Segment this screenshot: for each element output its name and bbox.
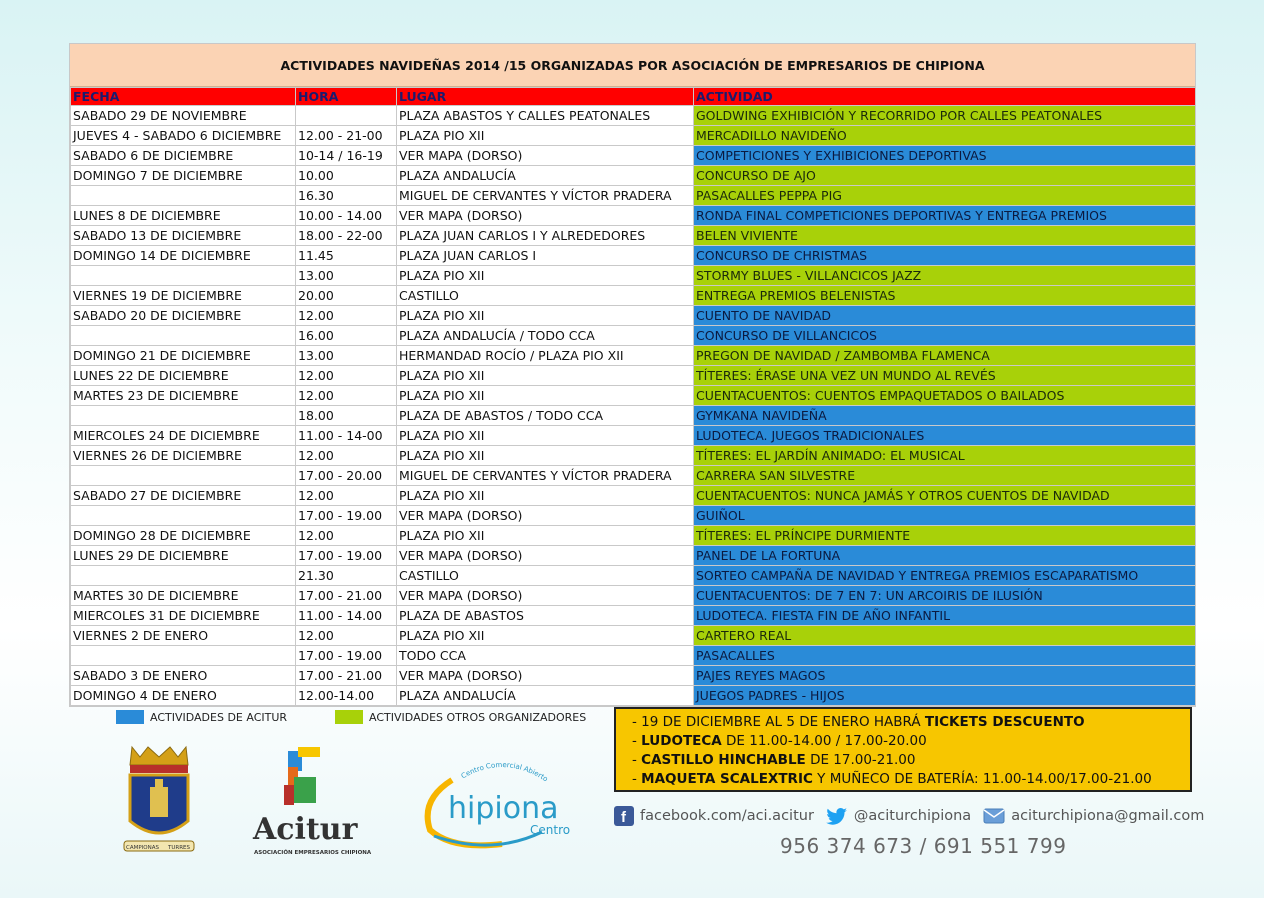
cell-lugar: PLAZA PIO XII [397,626,694,646]
svg-text:hipiona: hipiona [448,791,559,826]
table-row [71,306,1196,326]
table-row [71,466,1196,486]
schedule-sheet [69,43,1196,707]
cell-fecha: SABADO 3 DE ENERO [71,666,296,686]
cell-actividad: LUDOTECA. JUEGOS TRADICIONALES [694,426,1196,446]
table-row [71,166,1196,186]
ticket-line: - LUDOTECA DE 11.00-14.00 / 17.00-20.00 [632,733,927,749]
cell-fecha: MARTES 30 DE DICIEMBRE [71,586,296,606]
table-row [71,626,1196,646]
cell-lugar: PLAZA PIO XII [397,486,694,506]
cell-hora [296,106,397,126]
cell-lugar: PLAZA JUAN CARLOS I [397,246,694,266]
cell-lugar: PLAZA ANDALUCÍA [397,166,694,186]
cell-hora: 17.00 - 20.00 [296,466,397,486]
table-row [71,546,1196,566]
cell-lugar: PLAZA PIO XII [397,126,694,146]
cell-fecha: MIERCOLES 24 DE DICIEMBRE [71,426,296,446]
cell-lugar: CASTILLO [397,286,694,306]
cell-lugar: TODO CCA [397,646,694,666]
cell-hora: 18.00 - 22-00 [296,226,397,246]
cell-actividad: PREGON DE NAVIDAD / ZAMBOMBA FLAMENCA [694,346,1196,366]
cell-hora: 21.30 [296,566,397,586]
cell-lugar: MIGUEL DE CERVANTES Y VÍCTOR PRADERA [397,466,694,486]
table-row [71,266,1196,286]
cell-lugar: VER MAPA (DORSO) [397,146,694,166]
cell-fecha [71,466,296,486]
cell-actividad: PAJES REYES MAGOS [694,666,1196,686]
cell-lugar: PLAZA PIO XII [397,366,694,386]
table-row [71,526,1196,546]
cell-actividad: STORMY BLUES - VILLANCICOS JAZZ [694,266,1196,286]
cell-actividad: ENTREGA PREMIOS BELENISTAS [694,286,1196,306]
cell-actividad: TÍTERES: EL JARDÍN ANIMADO: EL MUSICAL [694,446,1196,466]
cell-hora: 20.00 [296,286,397,306]
acitur-name: Acitur [253,812,358,847]
table-row [71,346,1196,366]
cell-hora: 17.00 - 19.00 [296,506,397,526]
cell-fecha: SABADO 27 DE DICIEMBRE [71,486,296,506]
cell-hora: 10.00 [296,166,397,186]
table-row [71,486,1196,506]
cell-actividad: CARTERO REAL [694,626,1196,646]
cell-fecha [71,186,296,206]
table-row [71,286,1196,306]
header-fecha: FECHA [71,88,296,106]
cell-fecha [71,646,296,666]
header-lugar: LUGAR [397,88,694,106]
cell-hora: 11.45 [296,246,397,266]
cell-actividad: SORTEO CAMPAÑA DE NAVIDAD Y ENTREGA PREMIOS ESCAPARATISMO [694,566,1196,586]
ticket-line: - 19 DE DICIEMBRE AL 5 DE ENERO HABRÁ TICKETS DESCUENTO [632,714,1085,730]
cell-actividad: CONCURSO DE VILLANCICOS [694,326,1196,346]
cell-actividad: JUEGOS PADRES - HIJOS [694,686,1196,706]
legend-item-otros [335,710,586,724]
cell-hora: 12.00 [296,486,397,506]
twitter-icon [826,807,848,825]
cell-hora: 12.00 - 21-00 [296,126,397,146]
cell-fecha: MARTES 23 DE DICIEMBRE [71,386,296,406]
blue-swatch [116,710,144,724]
cell-actividad: BELEN VIVIENTE [694,226,1196,246]
cell-fecha [71,406,296,426]
table-header-row [71,88,1196,106]
cell-actividad: GUIÑOL [694,506,1196,526]
table-row [71,126,1196,146]
cell-lugar: CASTILLO [397,566,694,586]
table-row [71,606,1196,626]
table-row [71,426,1196,446]
cell-hora: 12.00 [296,306,397,326]
table-row [71,146,1196,166]
cell-hora: 11.00 - 14.00 [296,606,397,626]
cell-lugar: PLAZA PIO XII [397,426,694,446]
cell-hora: 17.00 - 19.00 [296,546,397,566]
email-link[interactable]: aciturchipiona@gmail.com [983,808,1204,824]
cell-actividad: CONCURSO DE CHRISTMAS [694,246,1196,266]
table-row [71,686,1196,706]
svg-text:f: f [621,809,626,826]
cell-actividad: GOLDWING EXHIBICIÓN Y RECORRIDO POR CALLES PEATONALES [694,106,1196,126]
cell-lugar: MIGUEL DE CERVANTES Y VÍCTOR PRADERA [397,186,694,206]
cell-lugar: VER MAPA (DORSO) [397,206,694,226]
cell-actividad: CONCURSO DE AJO [694,166,1196,186]
table-row [71,506,1196,526]
cell-fecha: SABADO 20 DE DICIEMBRE [71,306,296,326]
header-hora: HORA [296,88,397,106]
cell-lugar: VER MAPA (DORSO) [397,546,694,566]
page-title: ACTIVIDADES NAVIDEÑAS 2014 /15 ORGANIZADAS POR ASOCIACIÓN DE EMPRESARIOS DE CHIPIONA [70,44,1195,87]
green-swatch [335,710,363,724]
cell-fecha: JUEVES 4 - SABADO 6 DICIEMBRE [71,126,296,146]
cell-hora: 10-14 / 16-19 [296,146,397,166]
chipiona-centro-logo [412,752,587,852]
cell-lugar: PLAZA ABASTOS Y CALLES PEATONALES [397,106,694,126]
cell-hora: 16.00 [296,326,397,346]
cell-actividad: COMPETICIONES Y EXHIBICIONES DEPORTIVAS [694,146,1196,166]
cell-hora: 11.00 - 14-00 [296,426,397,446]
legend [116,710,586,724]
cell-fecha: DOMINGO 28 DE DICIEMBRE [71,526,296,546]
cell-lugar: VER MAPA (DORSO) [397,506,694,526]
acitur-subtitle: ASOCIACIÓN EMPRESARIOS CHIPIONA [254,850,372,856]
cell-hora: 12.00 [296,386,397,406]
phone-numbers: 956 374 673 / 691 551 799 [780,834,1067,858]
cell-fecha: VIERNES 19 DE DICIEMBRE [71,286,296,306]
cell-lugar: PLAZA DE ABASTOS / TODO CCA [397,406,694,426]
ticket-line: - MAQUETA SCALEXTRIC Y MUÑECO DE BATERÍA: 11.00-14.00/17.00-21.00 [632,771,1152,787]
facebook-icon [614,806,634,826]
cell-fecha: MIERCOLES 31 DE DICIEMBRE [71,606,296,626]
cell-fecha: DOMINGO 14 DE DICIEMBRE [71,246,296,266]
cell-lugar: PLAZA ANDALUCÍA / TODO CCA [397,326,694,346]
cell-lugar: PLAZA JUAN CARLOS I Y ALREDEDORES [397,226,694,246]
cell-fecha: VIERNES 26 DE DICIEMBRE [71,446,296,466]
cell-actividad: GYMKANA NAVIDEÑA [694,406,1196,426]
table-row [71,586,1196,606]
table-row [71,666,1196,686]
cell-hora: 12.00 [296,446,397,466]
cell-lugar: PLAZA PIO XII [397,526,694,546]
cell-fecha [71,326,296,346]
cell-hora: 12.00-14.00 [296,686,397,706]
social-links [614,806,1204,826]
cell-hora: 17.00 - 21.00 [296,586,397,606]
ticket-line: - CASTILLO HINCHABLE DE 17.00-21.00 [632,752,916,768]
svg-text:Centro Comercial Abierto: Centro Comercial Abierto [459,760,550,784]
cell-hora: 12.00 [296,526,397,546]
cell-fecha: SABADO 13 DE DICIEMBRE [71,226,296,246]
facebook-link[interactable]: f facebook.com/aci.acitur [614,806,814,826]
cell-actividad: PASACALLES PEPPA PIG [694,186,1196,206]
cell-hora: 10.00 - 14.00 [296,206,397,226]
cell-fecha: DOMINGO 21 DE DICIEMBRE [71,346,296,366]
table-row [71,326,1196,346]
table-row [71,446,1196,466]
svg-text:Centro: Centro [530,823,571,837]
cell-fecha: DOMINGO 4 DE ENERO [71,686,296,706]
header-actividad: ACTIVIDAD [694,88,1196,106]
cell-lugar: PLAZA PIO XII [397,266,694,286]
svg-text:CAMPIONAS: CAMPIONAS [126,845,159,851]
cell-actividad: CUENTACUENTOS: DE 7 EN 7: UN ARCOIRIS DE ILUSIÓN [694,586,1196,606]
cell-actividad: LUDOTECA. FIESTA FIN DE AÑO INFANTIL [694,606,1196,626]
table-row [71,186,1196,206]
cell-fecha [71,506,296,526]
cell-hora: 17.00 - 19.00 [296,646,397,666]
tickets-box [614,707,1192,792]
cell-fecha [71,266,296,286]
schedule-table [70,87,1196,706]
cell-hora: 12.00 [296,366,397,386]
svg-text:TURRES: TURRES [168,845,190,851]
table-row [71,366,1196,386]
table-row [71,246,1196,266]
cell-actividad: PASACALLES [694,646,1196,666]
cell-lugar: VER MAPA (DORSO) [397,666,694,686]
cell-fecha: SABADO 6 DE DICIEMBRE [71,146,296,166]
cell-actividad: TÍTERES: EL PRÍNCIPE DURMIENTE [694,526,1196,546]
cell-fecha: LUNES 8 DE DICIEMBRE [71,206,296,226]
cell-fecha [71,566,296,586]
cell-actividad: MERCADILLO NAVIDEÑO [694,126,1196,146]
cell-hora: 16.30 [296,186,397,206]
cell-lugar: PLAZA PIO XII [397,446,694,466]
cell-fecha: VIERNES 2 DE ENERO [71,626,296,646]
table-row [71,566,1196,586]
cell-actividad: CUENTACUENTOS: CUENTOS EMPAQUETADOS O BAILADOS [694,386,1196,406]
cell-actividad: CUENTO DE NAVIDAD [694,306,1196,326]
twitter-link[interactable]: @aciturchipiona [826,807,971,825]
cell-hora: 12.00 [296,626,397,646]
cell-hora: 18.00 [296,406,397,426]
cell-lugar: PLAZA PIO XII [397,306,694,326]
table-row [71,206,1196,226]
table-row [71,226,1196,246]
cell-lugar: PLAZA PIO XII [397,386,694,406]
table-row [71,386,1196,406]
cell-actividad: CARRERA SAN SILVESTRE [694,466,1196,486]
table-body [71,106,1196,706]
cell-hora: 17.00 - 21.00 [296,666,397,686]
cell-hora: 13.00 [296,346,397,366]
cell-actividad: CUENTACUENTOS: NUNCA JAMÁS Y OTROS CUENTOS DE NAVIDAD [694,486,1196,506]
cell-actividad: RONDA FINAL COMPETICIONES DEPORTIVAS Y ENTREGA PREMIOS [694,206,1196,226]
cell-actividad: TÍTERES: ÉRASE UNA VEZ UN MUNDO AL REVÉS [694,366,1196,386]
cell-actividad: PANEL DE LA FORTUNA [694,546,1196,566]
table-row [71,106,1196,126]
cell-fecha: SABADO 29 DE NOVIEMBRE [71,106,296,126]
cell-lugar: HERMANDAD ROCÍO / PLAZA PIO XII [397,346,694,366]
table-row [71,406,1196,426]
cell-fecha: DOMINGO 7 DE DICIEMBRE [71,166,296,186]
cell-fecha: LUNES 29 DE DICIEMBRE [71,546,296,566]
coat-of-arms-logo [122,743,196,861]
cell-lugar: VER MAPA (DORSO) [397,586,694,606]
legend-item-acitur [116,710,287,724]
table-row [71,646,1196,666]
legend-label-otros: ACTIVIDADES OTROS ORGANIZADORES [369,710,587,724]
legend-label-acitur: ACTIVIDADES DE ACITUR [150,710,288,724]
cell-hora: 13.00 [296,266,397,286]
cell-lugar: PLAZA ANDALUCÍA [397,686,694,706]
cell-lugar: PLAZA DE ABASTOS [397,606,694,626]
cell-fecha: LUNES 22 DE DICIEMBRE [71,366,296,386]
email-icon [983,808,1005,824]
